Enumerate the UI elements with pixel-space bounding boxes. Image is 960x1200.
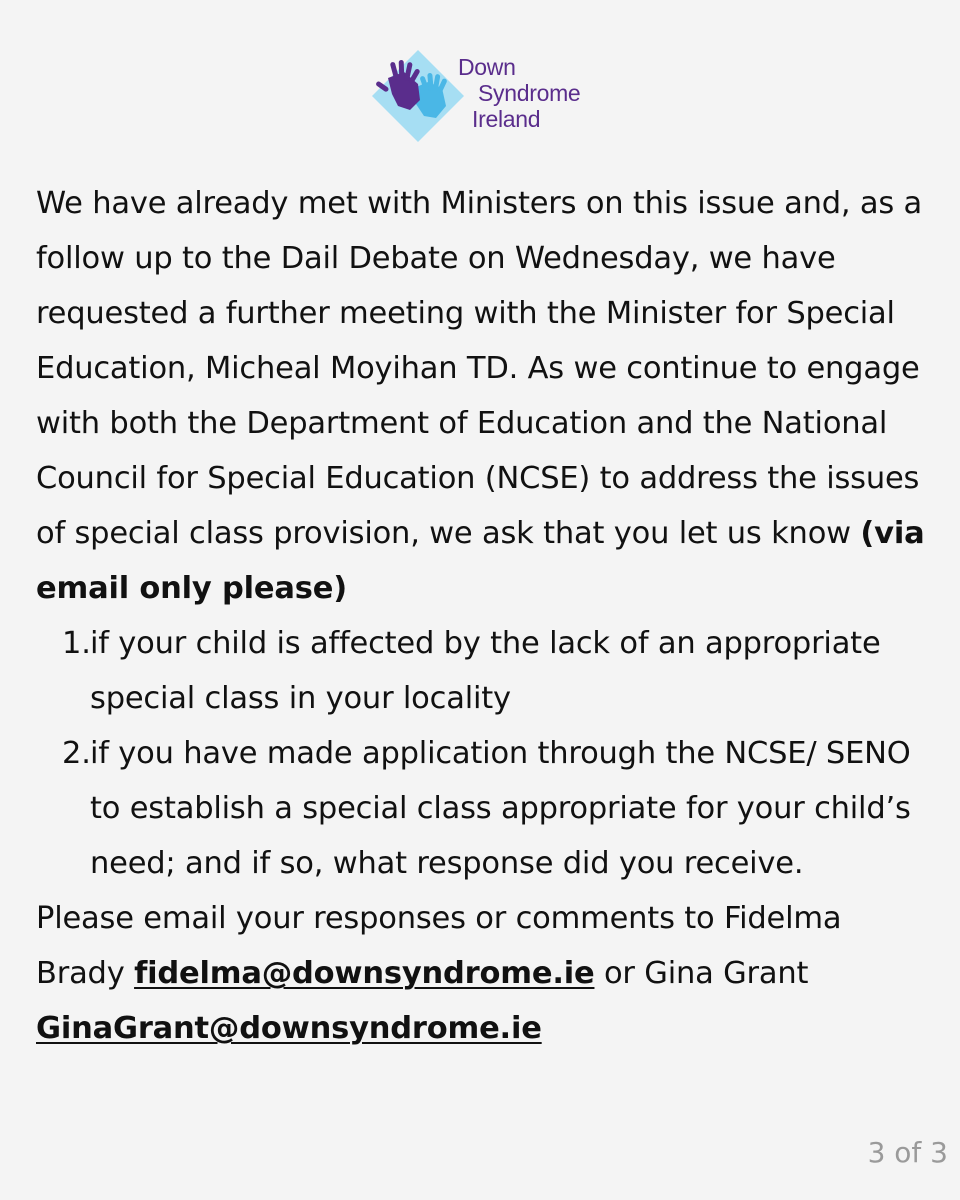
list-item bbox=[36, 616, 936, 726]
list-number: 1. bbox=[62, 626, 91, 661]
intro-bold-note: (via email only please) bbox=[36, 516, 925, 606]
email-link-fidelma[interactable]: fidelma@downsyndrome.ie bbox=[134, 956, 595, 991]
request-list bbox=[36, 616, 936, 891]
logo-line-down: Down bbox=[458, 54, 516, 80]
body-text bbox=[36, 176, 936, 1056]
closing-text-2: or Gina Grant bbox=[594, 956, 809, 991]
list-item-text: if you have made application through the NCSE/ SENO to establish a special class appropriate for your child’s need; and if so, what response did you receive. bbox=[90, 736, 911, 881]
logo-wordmark bbox=[458, 54, 580, 132]
list-number: 2. bbox=[62, 736, 91, 771]
intro-paragraph bbox=[36, 176, 936, 616]
logo bbox=[366, 48, 606, 148]
list-item-text: if your child is affected by the lack of an appropriate special class in your locality bbox=[90, 626, 881, 716]
logo-line-syndrome: Syndrome bbox=[478, 80, 581, 106]
closing-paragraph bbox=[36, 891, 936, 1056]
closing-text-1: Please email your responses or comments to Fidelma Brady bbox=[36, 901, 842, 991]
page-indicator: 3 of 3 bbox=[867, 1136, 948, 1169]
intro-text: We have already met with Ministers on this issue and, as a follow up to the Dail Debate on Wednesday, we have requested a further meeting with the Minister for Special Education, Micheal Moyihan TD. As we continue to engage with both the Department of Education and the National Council for Special Education (NCSE) to address the issues of special class provision, we ask that you let us know bbox=[36, 186, 923, 551]
list-item bbox=[36, 726, 936, 891]
logo-line-ireland: Ireland bbox=[472, 106, 541, 132]
hands-logo-icon bbox=[370, 48, 466, 144]
email-link-gina[interactable]: GinaGrant@downsyndrome.ie bbox=[36, 1011, 542, 1046]
